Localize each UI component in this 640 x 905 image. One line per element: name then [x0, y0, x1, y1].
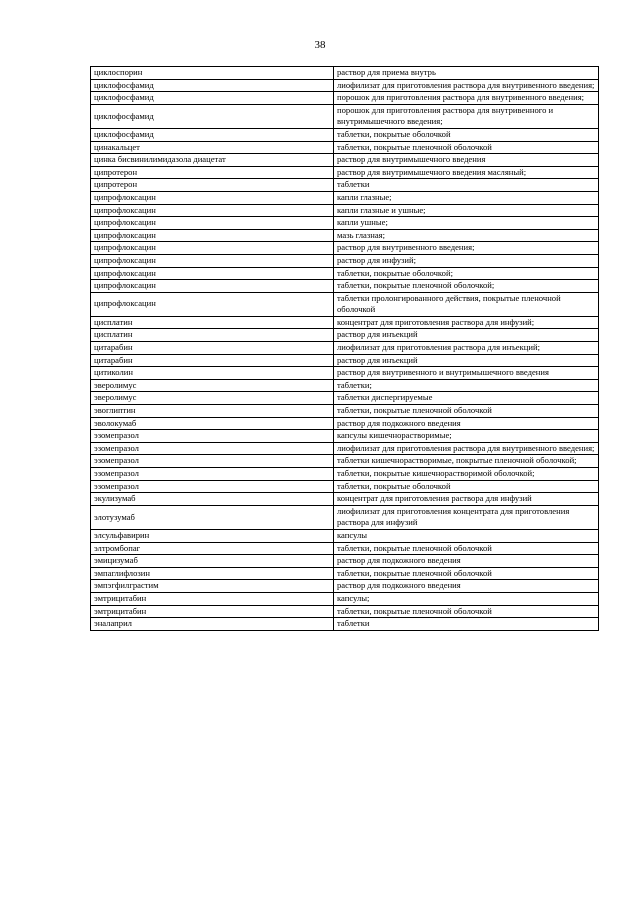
drug-name-cell: ципротерон	[91, 179, 334, 192]
table-row	[91, 280, 599, 293]
dosage-form-cell: раствор для подкожного введения	[334, 417, 599, 430]
table-row	[91, 605, 599, 618]
drug-name-cell: ципрофлоксацин	[91, 204, 334, 217]
drug-name-cell: эзомепразол	[91, 468, 334, 481]
drug-name-cell: эмтрицитабин	[91, 592, 334, 605]
drug-name-cell: эзомепразол	[91, 442, 334, 455]
dosage-form-cell: таблетки, покрытые пленочной оболочкой	[334, 542, 599, 555]
table-row	[91, 217, 599, 230]
dosage-form-cell: таблетки, покрытые кишечнорастворимой оболочкой;	[334, 468, 599, 481]
page-number: 38	[314, 39, 326, 51]
drug-name-cell: ципрофлоксацин	[91, 217, 334, 230]
drug-name-cell: эмпаглифлозин	[91, 567, 334, 580]
table-row	[91, 92, 599, 105]
dosage-form-cell: таблетки, покрытые оболочкой	[334, 128, 599, 141]
drug-name-cell: эмтрицитабин	[91, 605, 334, 618]
dosage-form-cell: мазь глазная;	[334, 229, 599, 242]
table-row	[91, 405, 599, 418]
dosage-form-cell: раствор для приема внутрь	[334, 67, 599, 80]
table-row	[91, 367, 599, 380]
dosage-form-cell: таблетки;	[334, 379, 599, 392]
table-row	[91, 141, 599, 154]
drug-name-cell: ципрофлоксацин	[91, 267, 334, 280]
drug-name-cell: циклофосфамид	[91, 128, 334, 141]
drug-name-cell: цитарабин	[91, 342, 334, 355]
drug-name-cell: ципрофлоксацин	[91, 242, 334, 255]
dosage-form-cell: таблетки, покрытые пленочной оболочкой	[334, 141, 599, 154]
drug-name-cell: ципрофлоксацин	[91, 191, 334, 204]
drug-name-cell: ципрофлоксацин	[91, 292, 334, 316]
dosage-form-cell: лиофилизат для приготовления раствора для внутривенного введения;	[334, 79, 599, 92]
dosage-form-cell: лиофилизат для приготовления раствора для внутривенного введения;	[334, 442, 599, 455]
drug-name-cell: цинакальцет	[91, 141, 334, 154]
dosage-form-cell: таблетки, покрытые пленочной оболочкой;	[334, 280, 599, 293]
table-row	[91, 128, 599, 141]
drug-name-cell: элтромбопаг	[91, 542, 334, 555]
drug-name-cell: элотузумаб	[91, 505, 334, 529]
dosage-form-cell: таблетки диспергируемые	[334, 392, 599, 405]
table-row	[91, 529, 599, 542]
table-row	[91, 67, 599, 80]
table-row	[91, 242, 599, 255]
drug-name-cell: циклоспорин	[91, 67, 334, 80]
drug-name-cell: ципрофлоксацин	[91, 280, 334, 293]
dosage-form-cell: концентрат для приготовления раствора для инфузий;	[334, 316, 599, 329]
table-row	[91, 191, 599, 204]
table-row	[91, 567, 599, 580]
drug-name-cell: эмицизумаб	[91, 555, 334, 568]
dosage-form-cell: капли глазные;	[334, 191, 599, 204]
drug-name-cell: эзомепразол	[91, 455, 334, 468]
drug-name-cell: эналаприл	[91, 618, 334, 631]
dosage-form-cell: таблетки	[334, 618, 599, 631]
dosage-form-cell: таблетки, покрытые пленочной оболочкой	[334, 567, 599, 580]
dosage-form-cell: раствор для подкожного введения	[334, 580, 599, 593]
table-row	[91, 379, 599, 392]
dosage-form-cell: раствор для инъекций	[334, 329, 599, 342]
dosage-form-cell: раствор для инфузий;	[334, 254, 599, 267]
dosage-form-cell: таблетки	[334, 179, 599, 192]
drug-name-cell: циклофосфамид	[91, 79, 334, 92]
dosage-form-cell: порошок для приготовления раствора для внутривенного и внутримышечного введения;	[334, 104, 599, 128]
table-row	[91, 480, 599, 493]
table-row	[91, 166, 599, 179]
dosage-form-cell: раствор для инъекций	[334, 354, 599, 367]
dosage-form-cell: капсулы кишечнорастворимые;	[334, 430, 599, 443]
drug-name-cell: ципрофлоксацин	[91, 229, 334, 242]
dosage-form-cell: капсулы	[334, 529, 599, 542]
drug-name-cell: эзомепразол	[91, 430, 334, 443]
drug-name-cell: эверолимус	[91, 392, 334, 405]
drug-name-cell: циклофосфамид	[91, 104, 334, 128]
drug-name-cell: ципрофлоксацин	[91, 254, 334, 267]
dosage-form-cell: раствор для внутривенного и внутримышечного введения	[334, 367, 599, 380]
drug-name-cell: эволокумаб	[91, 417, 334, 430]
dosage-form-cell: таблетки, покрытые оболочкой	[334, 480, 599, 493]
table-row	[91, 267, 599, 280]
table-row	[91, 417, 599, 430]
drug-name-cell: экулизумаб	[91, 493, 334, 506]
table-row	[91, 442, 599, 455]
drug-name-cell: эверолимус	[91, 379, 334, 392]
table-row	[91, 493, 599, 506]
dosage-form-cell: капли ушные;	[334, 217, 599, 230]
drug-name-cell: эмпэгфилграстим	[91, 580, 334, 593]
table-row	[91, 455, 599, 468]
drug-name-cell: цисплатин	[91, 316, 334, 329]
table-row	[91, 179, 599, 192]
table-row	[91, 154, 599, 167]
drug-name-cell: ципротерон	[91, 166, 334, 179]
drug-name-cell: цисплатин	[91, 329, 334, 342]
table-row	[91, 316, 599, 329]
dosage-form-cell: раствор для внутримышечного введения	[334, 154, 599, 167]
dosage-form-cell: таблетки пролонгированного действия, покрытые пленочной оболочкой	[334, 292, 599, 316]
table-row	[91, 618, 599, 631]
dosage-form-cell: лиофилизат для приготовления раствора для инъекций;	[334, 342, 599, 355]
drug-name-cell: циклофосфамид	[91, 92, 334, 105]
drug-name-cell: цинка бисвинилимидазола диацетат	[91, 154, 334, 167]
drug-table	[90, 66, 599, 631]
table-row	[91, 79, 599, 92]
table-row	[91, 580, 599, 593]
table-row	[91, 342, 599, 355]
table-row	[91, 592, 599, 605]
dosage-form-cell: капсулы;	[334, 592, 599, 605]
table-row	[91, 555, 599, 568]
dosage-form-cell: таблетки, покрытые оболочкой;	[334, 267, 599, 280]
table-row	[91, 542, 599, 555]
drug-name-cell: цитиколин	[91, 367, 334, 380]
drug-name-cell: цитарабин	[91, 354, 334, 367]
dosage-form-cell: раствор для подкожного введения	[334, 555, 599, 568]
table-row	[91, 354, 599, 367]
table-row	[91, 430, 599, 443]
table-row	[91, 104, 599, 128]
drug-table-body	[91, 67, 599, 631]
table-row	[91, 229, 599, 242]
dosage-form-cell: таблетки, покрытые пленочной оболочкой	[334, 405, 599, 418]
drug-name-cell: элсульфавирин	[91, 529, 334, 542]
dosage-form-cell: порошок для приготовления раствора для внутривенного введения;	[334, 92, 599, 105]
dosage-form-cell: таблетки, покрытые пленочной оболочкой	[334, 605, 599, 618]
dosage-form-cell: таблетки кишечнорастворимые, покрытые пленочной оболочкой;	[334, 455, 599, 468]
table-row	[91, 204, 599, 217]
table-row	[91, 468, 599, 481]
table-row	[91, 505, 599, 529]
table-row	[91, 329, 599, 342]
table-row	[91, 254, 599, 267]
dosage-form-cell: лиофилизат для приготовления концентрата для приготовления раствора для инфузий	[334, 505, 599, 529]
table-row	[91, 392, 599, 405]
dosage-form-cell: раствор для внутривенного введения;	[334, 242, 599, 255]
drug-name-cell: эзомепразол	[91, 480, 334, 493]
dosage-form-cell: раствор для внутримышечного введения масляный;	[334, 166, 599, 179]
dosage-form-cell: капли глазные и ушные;	[334, 204, 599, 217]
dosage-form-cell: концентрат для приготовления раствора для инфузий	[334, 493, 599, 506]
table-row	[91, 292, 599, 316]
drug-name-cell: эвоглиптин	[91, 405, 334, 418]
